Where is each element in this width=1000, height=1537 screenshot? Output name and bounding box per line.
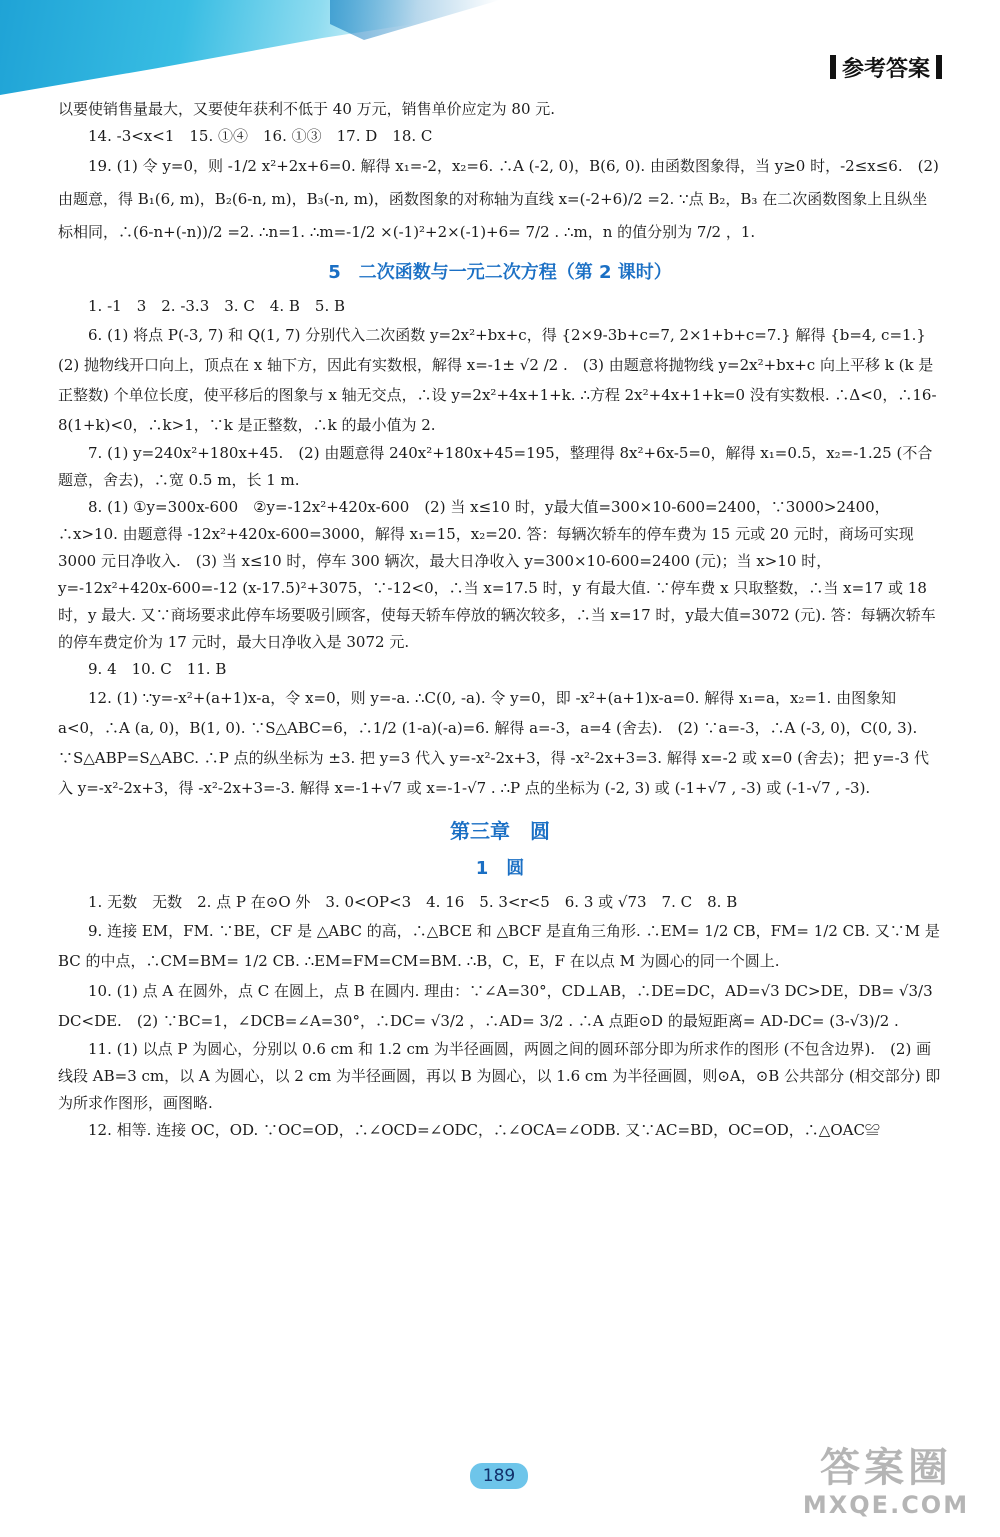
circle-answer-12: 12. 相等. 连接 OC，OD. ∵OC=OD，∴∠OCD=∠ODC，∴∠OCA=∠ODB. 又∵AC=BD，OC=OD，∴△OAC≌ — [88, 1121, 880, 1139]
circle-answer-10: 10. (1) 点 A 在圆外，点 C 在圆上，点 B 在圆内. 理由：∵∠A=30°，CD⊥AB，∴DE=DC，AD=√3 DC>DE，DB= √3/3 DC<DE. (2) ∵BC=1，∠DCB=∠A=30°，∴DC= √3/2 ，∴AD= 3/2 . ∴A 点距⊙D 的最短距离= AD-DC= (3-√3)/2 . — [58, 982, 933, 1030]
corner-decoration-stripe — [330, 0, 500, 40]
answer-19: 19. (1) 令 y=0，则 -1/2 x²+2x+6=0. 解得 x₁=-2，x₂=6. ∴A (-2, 0)，B(6, 0). 由函数图象得，当 y≥0 时，-2≤x≤6. (2) 由题意，得 B₁(6, m)，B₂(6-n, m)，B₃(-n, m)，函数图象的对称轴为直线 x=(-2+6)/2 =2. ∵点 B₂，B₃ 在二次函数图象上且纵坐标相同，∴(6-n+(-n))/2 =2. ∴n=1. ∴m=-1/2 ×(-1)²+2×(-1)+6= 7/2 . ∴m，n 的值分别为 7/2 ，1. — [58, 157, 939, 241]
answers-1-5: 1. -1 3 2. -3.3 3. C 4. B 5. B — [88, 297, 346, 315]
answer-content — [58, 96, 942, 1144]
answer-6: 6. (1) 将点 P(-3, 7) 和 Q(1, 7) 分别代入二次函数 y=2x²+bx+c，得 {2×9-3b+c=7, 2×1+b+c=7.} 解得 {b=4, c=1.} (2) 抛物线开口向上，顶点在 x 轴下方，因此有实数根，解得 x=-1± √2 /2 . (3) 由题意将抛物线 y=2x²+bx+c 向上平移 k (k 是正整数) 个单位长度，使平移后的图象与 x 轴无交点，∴设 y=2x²+4x+1+k. ∴方程 2x²+4x+1+k=0 没有实数根. ∴Δ<0，∴16-8(1+k)<0，∴k>1，∵k 是正整数，∴k 的最小值为 2. — [58, 326, 941, 434]
watermark-top: 答案圈 — [820, 1445, 952, 1491]
section-title-quadratic-equation: 5 二次函数与一元二次方程（第 2 课时） — [328, 262, 672, 283]
page-number: 189 — [470, 1463, 528, 1489]
circle-answers-1-8: 1. 无数 无数 2. 点 P 在⊙O 外 3. 0<OP<3 4. 16 5. 3<r<5 6. 3 或 √73 7. C 8. B — [88, 893, 738, 911]
answers-9-11: 9. 4 10. C 11. B — [88, 660, 227, 678]
answers-14-18: 14. -3<x<1 15. ①④ 16. ①③ 17. D 18. C — [88, 127, 433, 145]
circle-answer-11: 11. (1) 以点 P 为圆心，分别以 0.6 cm 和 1.2 cm 为半径画圆，两圆之间的圆环部分即为所求作的图形 (不包含边界). (2) 画线段 AB=3 cm，以 A 为圆心，以 2 cm 为半径画圆，再以 B 为圆心，以 1.6 cm 为半径画圆，则⊙A，⊙B 公共部分 (相交部分) 即为所求作图形，画图略. — [58, 1040, 941, 1112]
circle-answer-9: 9. 连接 EM，FM. ∵BE，CF 是 △ABC 的高，∴△BCE 和 △BCF 是直角三角形. ∴EM= 1/2 CB，FM= 1/2 CB. 又∵M 是 BC 的中点，∴CM=BM= 1/2 CB. ∴EM=FM=CM=BM. ∴B，C，E，F 在以点 M 为圆心的同一个圆上. — [58, 922, 940, 970]
header-badge — [824, 52, 948, 82]
section-title-circle: 1 圆 — [475, 858, 525, 879]
answer-8: 8. (1) ①y=300x-600 ②y=-12x²+420x-600 (2) 当 x≤10 时，y最大值=300×10-600=2400，∵3000>2400，∴x>10. 由题意得 -12x²+420x-600=3000，解得 x₁=15，x₂=20. 答：每辆次轿车的停车费为 15 元或 20 元时，商场可实现 3000 元日净收入. (3) 当 x≤10 时，停车 300 辆次，最大日净收入 y=300×10-600=2400 (元)；当 x>10 时，y=-12x²+420x-600=-12 (x-17.5)²+3075，∵-12<0，∴当 x=17.5 时，y 有最大值. ∵停车费 x 只取整数，∴当 x=17 或 18 时，y 最大. 又∵商场要求此停车场要吸引顾客，使每天轿车停放的辆次较多，∴当 x=17 时，y最大值=3072 (元). 答：每辆次轿车的停车费定价为 17 元时，最大日净收入是 3072 元. — [58, 498, 936, 651]
header-badge-label: 参考答案 — [841, 56, 930, 82]
watermark-logo — [796, 1445, 976, 1523]
answer-7: 7. (1) y=240x²+180x+45. (2) 由题意得 240x²+180x+45=195，整理得 8x²+6x-5=0，解得 x₁=0.5，x₂=-1.25 (不合题意，舍去)，∴宽 0.5 m，长 1 m. — [58, 444, 933, 489]
answer-12: 12. (1) ∵y=-x²+(a+1)x-a，令 x=0，则 y=-a. ∴C(0, -a). 令 y=0，即 -x²+(a+1)x-a=0. 解得 x₁=a，x₂=1. 由图象知 a<0，∴A (a, 0)，B(1, 0). ∵S△ABC=6，∴1/2 (1-a)(-a)=6. 解得 a=-3，a=4 (舍去). (2) ∵a=-3，∴A (-3, 0)，C(0, 3). ∵S△ABP=S△ABC. ∴P 点的纵坐标为 ±3. 把 y=3 代入 y=-x²-2x+3，得 -x²-2x+3=3. 解得 x=-2 或 x=0 (舍去)；把 y=-3 代入 y=-x²-2x+3，得 -x²-2x+3=-3. 解得 x=-1+√7 或 x=-1-√7 . ∴P 点的坐标为 (-2, 3) 或 (-1+√7 , -3) 或 (-1-√7 , -3). — [58, 689, 930, 797]
badge-bars-right — [936, 55, 942, 79]
paragraph-continuation: 以要使销售量最大，又要使年获利不低于 40 万元，销售单价应定为 80 元. — [58, 100, 556, 118]
watermark-bottom: MXQE.COM — [802, 1491, 970, 1519]
badge-bars-left — [830, 55, 836, 79]
chapter-title-circle: 第三章 圆 — [450, 819, 550, 843]
